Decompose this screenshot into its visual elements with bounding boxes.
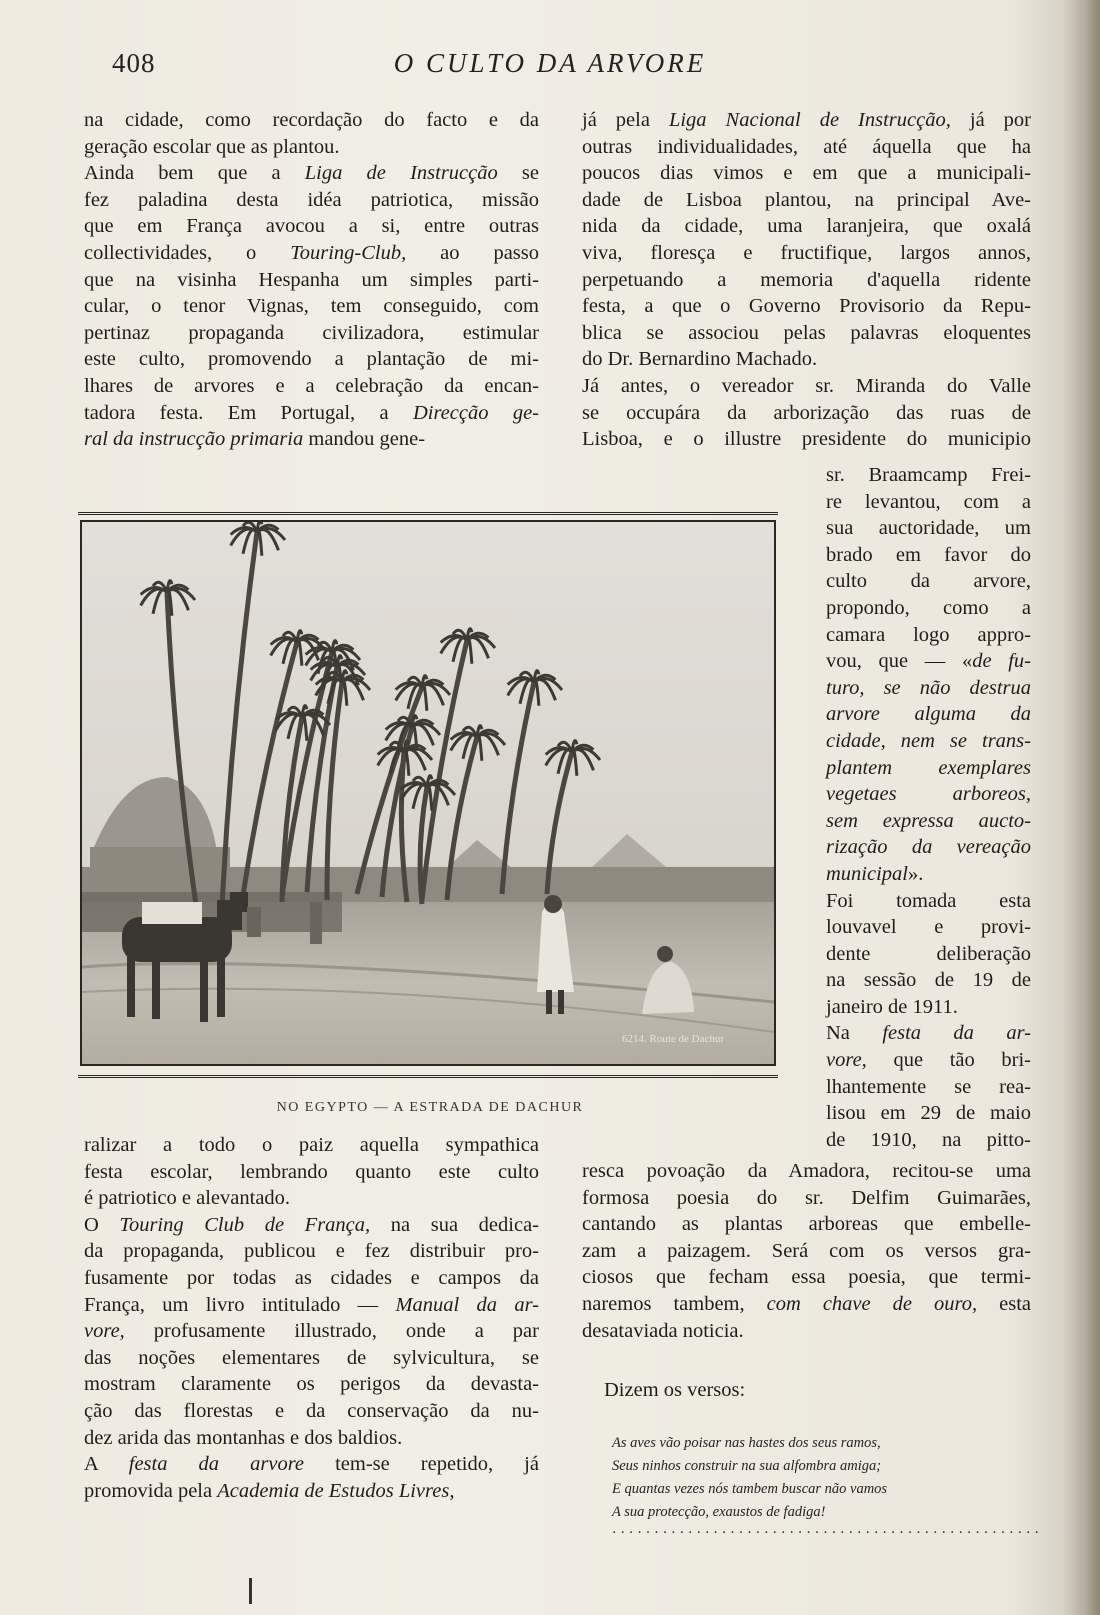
- text-line: viva, floresça e fructifique, largos annos,: [582, 241, 1031, 264]
- text-line: resca povoação da Amadora, recitou-se uma: [582, 1160, 1031, 1182]
- text-line: ção das florestas e da conservação da nu-: [84, 1399, 539, 1422]
- text-line: que em França avocou a si, entre outras: [84, 215, 539, 238]
- text-line: cular, o tenor Vignas, tem conseguido, com: [84, 295, 539, 318]
- text-line: vore, profusamente illustrado, onde a par: [84, 1320, 539, 1343]
- text-line: municipal».: [826, 862, 924, 885]
- text-line: blica se associou pelas palavras eloquentes: [582, 321, 1031, 344]
- photo-egypt-road: [80, 520, 776, 1066]
- print-mark: [249, 1578, 252, 1604]
- text-line: dez arida das montanhas e dos baldios.: [84, 1426, 403, 1449]
- poem-line: E quantas vezes nós tambem buscar não vamos: [612, 1481, 888, 1497]
- text-line: Ainda bem que a Liga de Instrucção se: [84, 162, 539, 185]
- text-line: geração escolar que as plantou.: [84, 135, 340, 158]
- text-line: ral da instrucção primaria mandou gene-: [84, 428, 426, 451]
- poem-line: As aves vão poisar nas hastes dos seus ramos,: [612, 1435, 881, 1451]
- text-line: Na festa da ar-: [826, 1022, 1031, 1045]
- text-line: que na visinha Hespanha um simples parti-: [84, 268, 539, 291]
- poem-line: A sua protecção, exaustos de fadiga!: [612, 1504, 826, 1520]
- text-line: Foi tomada esta: [826, 889, 1031, 912]
- text-line: do Dr. Bernardino Machado.: [582, 348, 818, 371]
- text-line: tadora festa. Em Portugal, a Direcção ge-: [84, 401, 539, 424]
- photo-scene: [82, 522, 774, 1064]
- text-line: festa escolar, lembrando quanto este culto: [84, 1160, 539, 1183]
- verses-intro: Dizem os versos:: [604, 1379, 746, 1401]
- photo-caption: NO EGYPTO — A ESTRADA DE DACHUR: [276, 1100, 584, 1115]
- text-line: collectividades, o Touring-Club, ao passo: [84, 241, 539, 264]
- text-line: lhantemente se rea-: [826, 1075, 1031, 1098]
- text-line: lhares de arvores e a celebração da encan-: [84, 374, 539, 397]
- poem-line: Seus ninhos construir na sua alfombra amiga;: [612, 1458, 882, 1474]
- text-line: propondo, como a: [826, 596, 1031, 619]
- text-line: perpetuando a memoria d'aquella ridente: [582, 268, 1031, 291]
- text-line: ciosos que fecham essa poesia, que termi-: [582, 1266, 1031, 1289]
- text-line: é patriotico e alevantado.: [84, 1187, 291, 1210]
- text-line: plantem exemplares: [826, 756, 1031, 779]
- text-line: culto da arvore,: [826, 570, 1031, 593]
- text-line: janeiro de 1911.: [826, 995, 958, 1018]
- text-line: sem expressa aucto-: [826, 809, 1031, 832]
- text-line: na cidade, como recordação do facto e da: [84, 109, 539, 131]
- text-line: louvavel e provi-: [826, 916, 1031, 939]
- text-line: este culto, promovendo a plantação de mi-: [84, 348, 539, 371]
- text-line: França, um livro intitulado — Manual da ar-: [84, 1293, 539, 1316]
- text-line: da propaganda, publicou e fez distribuir pro-: [84, 1240, 539, 1263]
- text-line: outras individualidades, até áquella que ha: [582, 135, 1031, 158]
- text-line: formosa poesia do sr. Delfim Guimarães,: [582, 1186, 1031, 1209]
- text-line: fez paladina desta idéa patriotica, missão: [84, 188, 539, 211]
- text-line: vou, que — «de fu-: [826, 650, 1031, 673]
- column-left-top: [84, 107, 539, 453]
- text-line: na sessão de 19 de: [826, 969, 1031, 992]
- text-line: lisou em 29 de maio: [826, 1102, 1031, 1125]
- text-line: se occupára da arborização das ruas de: [582, 401, 1031, 424]
- page-number: 408: [112, 48, 156, 78]
- column-right-bottom: [582, 1158, 1031, 1344]
- text-line: brado em favor do: [826, 543, 1031, 566]
- text-line: sr. Braamcamp Frei-: [826, 464, 1031, 486]
- running-title: O CULTO DA ARVORE: [393, 48, 707, 78]
- text-line: mostram claramente os perigos da devasta-: [84, 1373, 539, 1396]
- text-line: poucos dias vimos e em que a municipali-: [582, 162, 1031, 185]
- text-line: re levantou, com a: [826, 490, 1031, 513]
- text-line: vegetaes arboreos,: [826, 783, 1031, 806]
- text-line: O Touring Club de França, na sua dedica-: [84, 1213, 539, 1236]
- text-line: Lisboa, e o illustre presidente do municipio: [582, 428, 1031, 451]
- text-line: cantando as plantas arboreas que embelle-: [582, 1213, 1031, 1236]
- text-line: pertinaz propaganda civilizadora, estimular: [84, 321, 539, 344]
- text-line: cidade, nem se trans-: [826, 729, 1031, 752]
- text-line: de 1910, na pitto-: [826, 1128, 1031, 1151]
- text-line: desataviada noticia.: [582, 1319, 744, 1342]
- column-right-beside-photo: [826, 462, 1031, 1153]
- text-line: dade de Lisboa plantou, na principal Ave-: [582, 188, 1031, 211]
- text-line: fusamente por todas as cidades e campos da: [84, 1266, 539, 1289]
- text-line: naremos tambem, com chave de ouro, esta: [582, 1292, 1031, 1315]
- text-line: A festa da arvore tem-se repetido, já: [84, 1453, 539, 1476]
- poem-ellipsis: ...................................................: [612, 1521, 1043, 1537]
- text-line: ralizar a todo o paiz aquella sympathica: [84, 1134, 539, 1156]
- text-line: dente deliberação: [826, 942, 1031, 965]
- text-line: vore, que tão bri-: [826, 1049, 1031, 1072]
- text-line: rização da vereação: [826, 836, 1031, 859]
- text-line: festa, a que o Governo Provisorio da Repu-: [582, 295, 1031, 318]
- text-line: turo, se não destrua: [826, 676, 1031, 699]
- text-line: já pela Liga Nacional de Instrucção, já por: [582, 109, 1031, 131]
- text-line: camara logo appro-: [826, 623, 1031, 646]
- page-edge-shadow: [1062, 0, 1100, 1615]
- poem: [612, 1432, 1012, 1524]
- text-line: nida da cidade, uma laranjeira, que oxalá: [582, 215, 1031, 238]
- column-left-bottom: [84, 1132, 539, 1504]
- text-line: promovida pela Academia de Estudos Livres,: [84, 1479, 455, 1502]
- plate-number-text: 6214. Route de Dachur: [622, 1033, 725, 1045]
- text-line: arvore alguma da: [826, 703, 1031, 726]
- text-line: zam a paizagem. Será com os versos gra-: [582, 1239, 1031, 1262]
- text-line: das noções elementares de sylvicultura, se: [84, 1346, 539, 1369]
- text-line: Já antes, o vereador sr. Miranda do Valle: [582, 374, 1031, 397]
- text-line: sua auctoridade, um: [826, 517, 1031, 540]
- column-right-top: [582, 107, 1031, 453]
